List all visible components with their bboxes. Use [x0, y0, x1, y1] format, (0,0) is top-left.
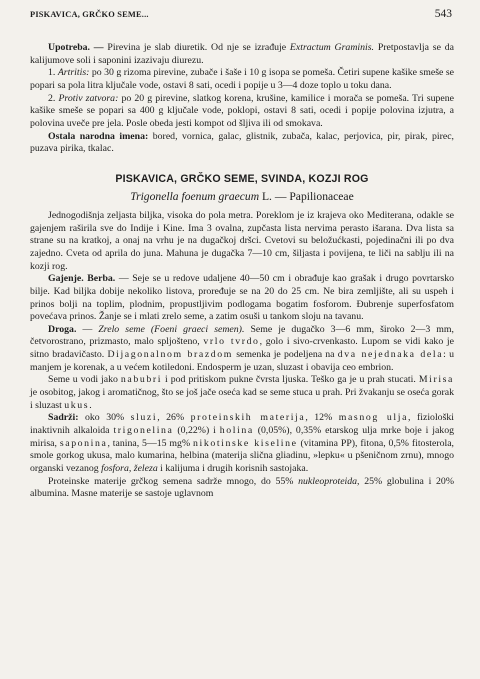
- sadrzi-paragraph: Sadrži: oko 30% sluzi, 26% proteinskih materija, 12% masnog ulja, fiziološki inaktivnih alkaloida trigonelina (0,22%) i holina (0,05%), 0,35% etarskog ulja mrke boje i jakog mirisa, saponina, tanina, 5—15 mg% nikotinske kiseline (vitamina PP), fitona, 0,5% fitosterola, smole gorkog ukusa, malo kumarina, helbina (materija slična gliadinu, »lepku« u pšeničnom zrnu), mnogo organski vezanog fosfora, železa i kalijuma i drugih korisnih sastojaka.: [30, 412, 455, 475]
- description-paragraph: Jednogodišnja zeljasta biljka, visoka do pola metra. Poreklom je iz krajeva oko Mediterana, odakle se gajenjem raširila sve do Indije i Kine. Ima 3 ovalna, zupčasta lista nervima perasto išarana. Dva lista sa strane su na kratkoj, a onaj na vrhu je na dugačkoj dršci. Cvetovi su beložućkasti, pojedinačni ili po dva zajedno. Cveta od aprila do juna. Mahuna je dugačka 7—10 cm, šiljasta i povijena, te liči na sablju ili na kozji rog.: [30, 209, 454, 272]
- main-text: [30, 42, 454, 501]
- droga-paragraph: Droga. — Zrelo seme (Foeni graeci semen). Seme je dugačko 3—6 mm, široko 2—3 mm, četvorostrano, prizmasto, malo spljošteno, vrlo tvrdo, golo i sivo-crvenkasto. Lupom se vidi kako je sitno bradavičasto. Dijagonalnom brazdom semenka je podeljena na dva nejednaka dela: u manjem je korenak, a u većem kotiledoni. Endosperm je uzan, sluzast i obavija ceo embrion.: [30, 323, 454, 373]
- folk-names-paragraph: Ostala narodna imena: bored, vornica, galac, glistnik, zubača, kalac, perjovica, pir, pirak, pirec, puzava pirika, tkalac.: [30, 130, 454, 155]
- section-spacer: [30, 156, 454, 172]
- plant-title: PISKAVICA, GRČKO SEME, SVINDA, KOZJI ROG: [115, 172, 369, 185]
- page-number: 543: [434, 8, 452, 20]
- gajenje-paragraph: Gajenje. Berba. — Seje se u redove udaljene 40—50 cm i obrađuje kao grašak i drugo povrtarsko bilje. Kad biljka dobije nekoliko listova, proređuje se na 20 do 25 cm. Ne bira zemljište, ali su uspeh i prinos bolji na toplim, plodnim, propustljivim podlogama bogatim fosforom. Đubrenje superfosfatom povećava prinos. Žanje se i mlati zrelo seme, a zatim osuši u tankom sloju na tavanu.: [30, 273, 454, 323]
- recipe-zatvor: 2. Protiv zatvora: po 20 g pirevine, slatkog korena, krušine, kamilice i morača se pomeša. Tri supene kašike smeše se popari sa 400 g ključale vode, poklopi, ostavi 8 sati, ocedi i popije polovina izjutra, a polovina uveče pre jela. Posle obeda jesti kompot od šljiva ili od smokava.: [30, 92, 454, 129]
- plant-latin-name: Trigonella foenum graecum L. — Papilionaceae: [130, 189, 354, 203]
- upotreba-paragraph: Upotreba. — Pirevina je slab diuretik. Od nje se izrađuje Extractum Graminis. Pretpostavlja se da kalijumove soli i saponini izazivaju diurezu.: [30, 42, 454, 66]
- extractum-italic: Extractum Graminis.: [289, 42, 375, 53]
- upotreba-label: Upotreba. —: [48, 42, 104, 53]
- running-head: PISKAVICA, GRČKO SEME...: [30, 10, 149, 19]
- recipe-artritis: 1. Artritis: po 30 g rizoma pirevine, zubače i šaše i 10 g isopa se pomeša. Četiri supene kašike smeše se popari sa pola litra ključale vode, ostavi 8 sati, ocedi i popije u 3—4 doze toplo u toku dana.: [30, 67, 455, 91]
- seed-properties-paragraph: Seme u vodi jako nabubri i pod pritiskom pukne čvrsta ljuska. Teško ga je u prah stucati. Mirisa je osobitog, jakog i aromatičnog, što se još jače oseća kad se seme stuca u prah. Pri žvakanju se oseća gorak i sluzast ukus.: [30, 374, 455, 411]
- proteins-paragraph: Proteinske materije grčkog semena sadrže mnogo, do 55% nukleoproteida, 25% globulina i 20% albumina. Masne materije se sastoje uglavnom: [30, 475, 454, 500]
